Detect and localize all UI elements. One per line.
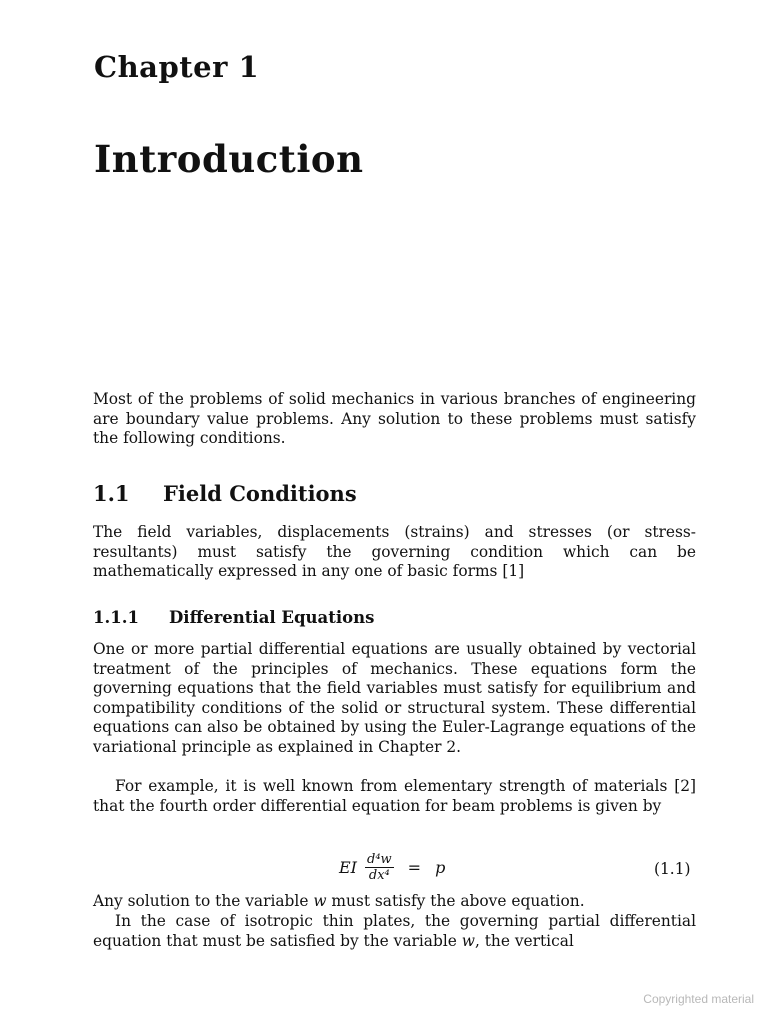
isotropic-variable: w	[461, 931, 475, 950]
equation-equals: =	[407, 858, 422, 877]
subsection-title: Differential Equations	[169, 608, 375, 627]
isotropic-prefix: In the case of isotropic thin plates, the governing partial differential equation that must be satisfied by the variable	[93, 912, 696, 950]
equation-fraction	[365, 852, 394, 883]
section-title: Field Conditions	[163, 481, 357, 506]
isotropic-suffix: , the vertical	[474, 931, 574, 950]
equation-denominator: dx⁴	[368, 868, 390, 883]
subsection-number: 1.1.1	[93, 608, 139, 627]
chapter-title: Introduction	[94, 137, 364, 181]
after-equation-prefix: Any solution to the variable	[93, 892, 314, 910]
equation-lhs-prefix: EI	[339, 858, 357, 877]
equation-1-1	[339, 852, 445, 883]
copyright-watermark: Copyrighted material	[643, 992, 754, 1006]
example-paragraph: For example, it is well known from elementary strength of materials [2] that the fourth order differential equation for beam problems is given by	[93, 777, 696, 815]
after-equation-paragraph	[93, 892, 696, 912]
section-number: 1.1	[93, 481, 130, 506]
subsection-heading	[93, 608, 374, 627]
equation-rhs: p	[435, 858, 446, 877]
after-equation-variable: w	[313, 892, 327, 910]
section-paragraph: The field variables, displacements (strains) and stresses (or stress-resultants) must satisfy the governing condition which can be mathematically expressed in any one of basic forms [1]	[93, 523, 696, 580]
isotropic-paragraph	[93, 912, 696, 951]
equation-numerator: d⁴w	[367, 852, 392, 867]
subsection-paragraph: One or more partial differential equations are usually obtained by vectorial treatment of the principles of mechanics. These equations form the governing equations that the field variables must satisfy for equilibrium and compatibility conditions of the solid or structural system. These differential equations can also be obtained by using the Euler-Lagrange equations of the variational principle as explained in Chapter 2.	[93, 640, 696, 756]
after-equation-suffix: must satisfy the above equation.	[326, 892, 585, 910]
equation-number: (1.1)	[654, 860, 691, 878]
intro-paragraph: Most of the problems of solid mechanics in various branches of engineering are boundary value problems. Any solution to these problems must satisfy the following conditions.	[93, 390, 696, 447]
section-heading	[93, 481, 357, 506]
chapter-label: Chapter 1	[94, 50, 260, 84]
